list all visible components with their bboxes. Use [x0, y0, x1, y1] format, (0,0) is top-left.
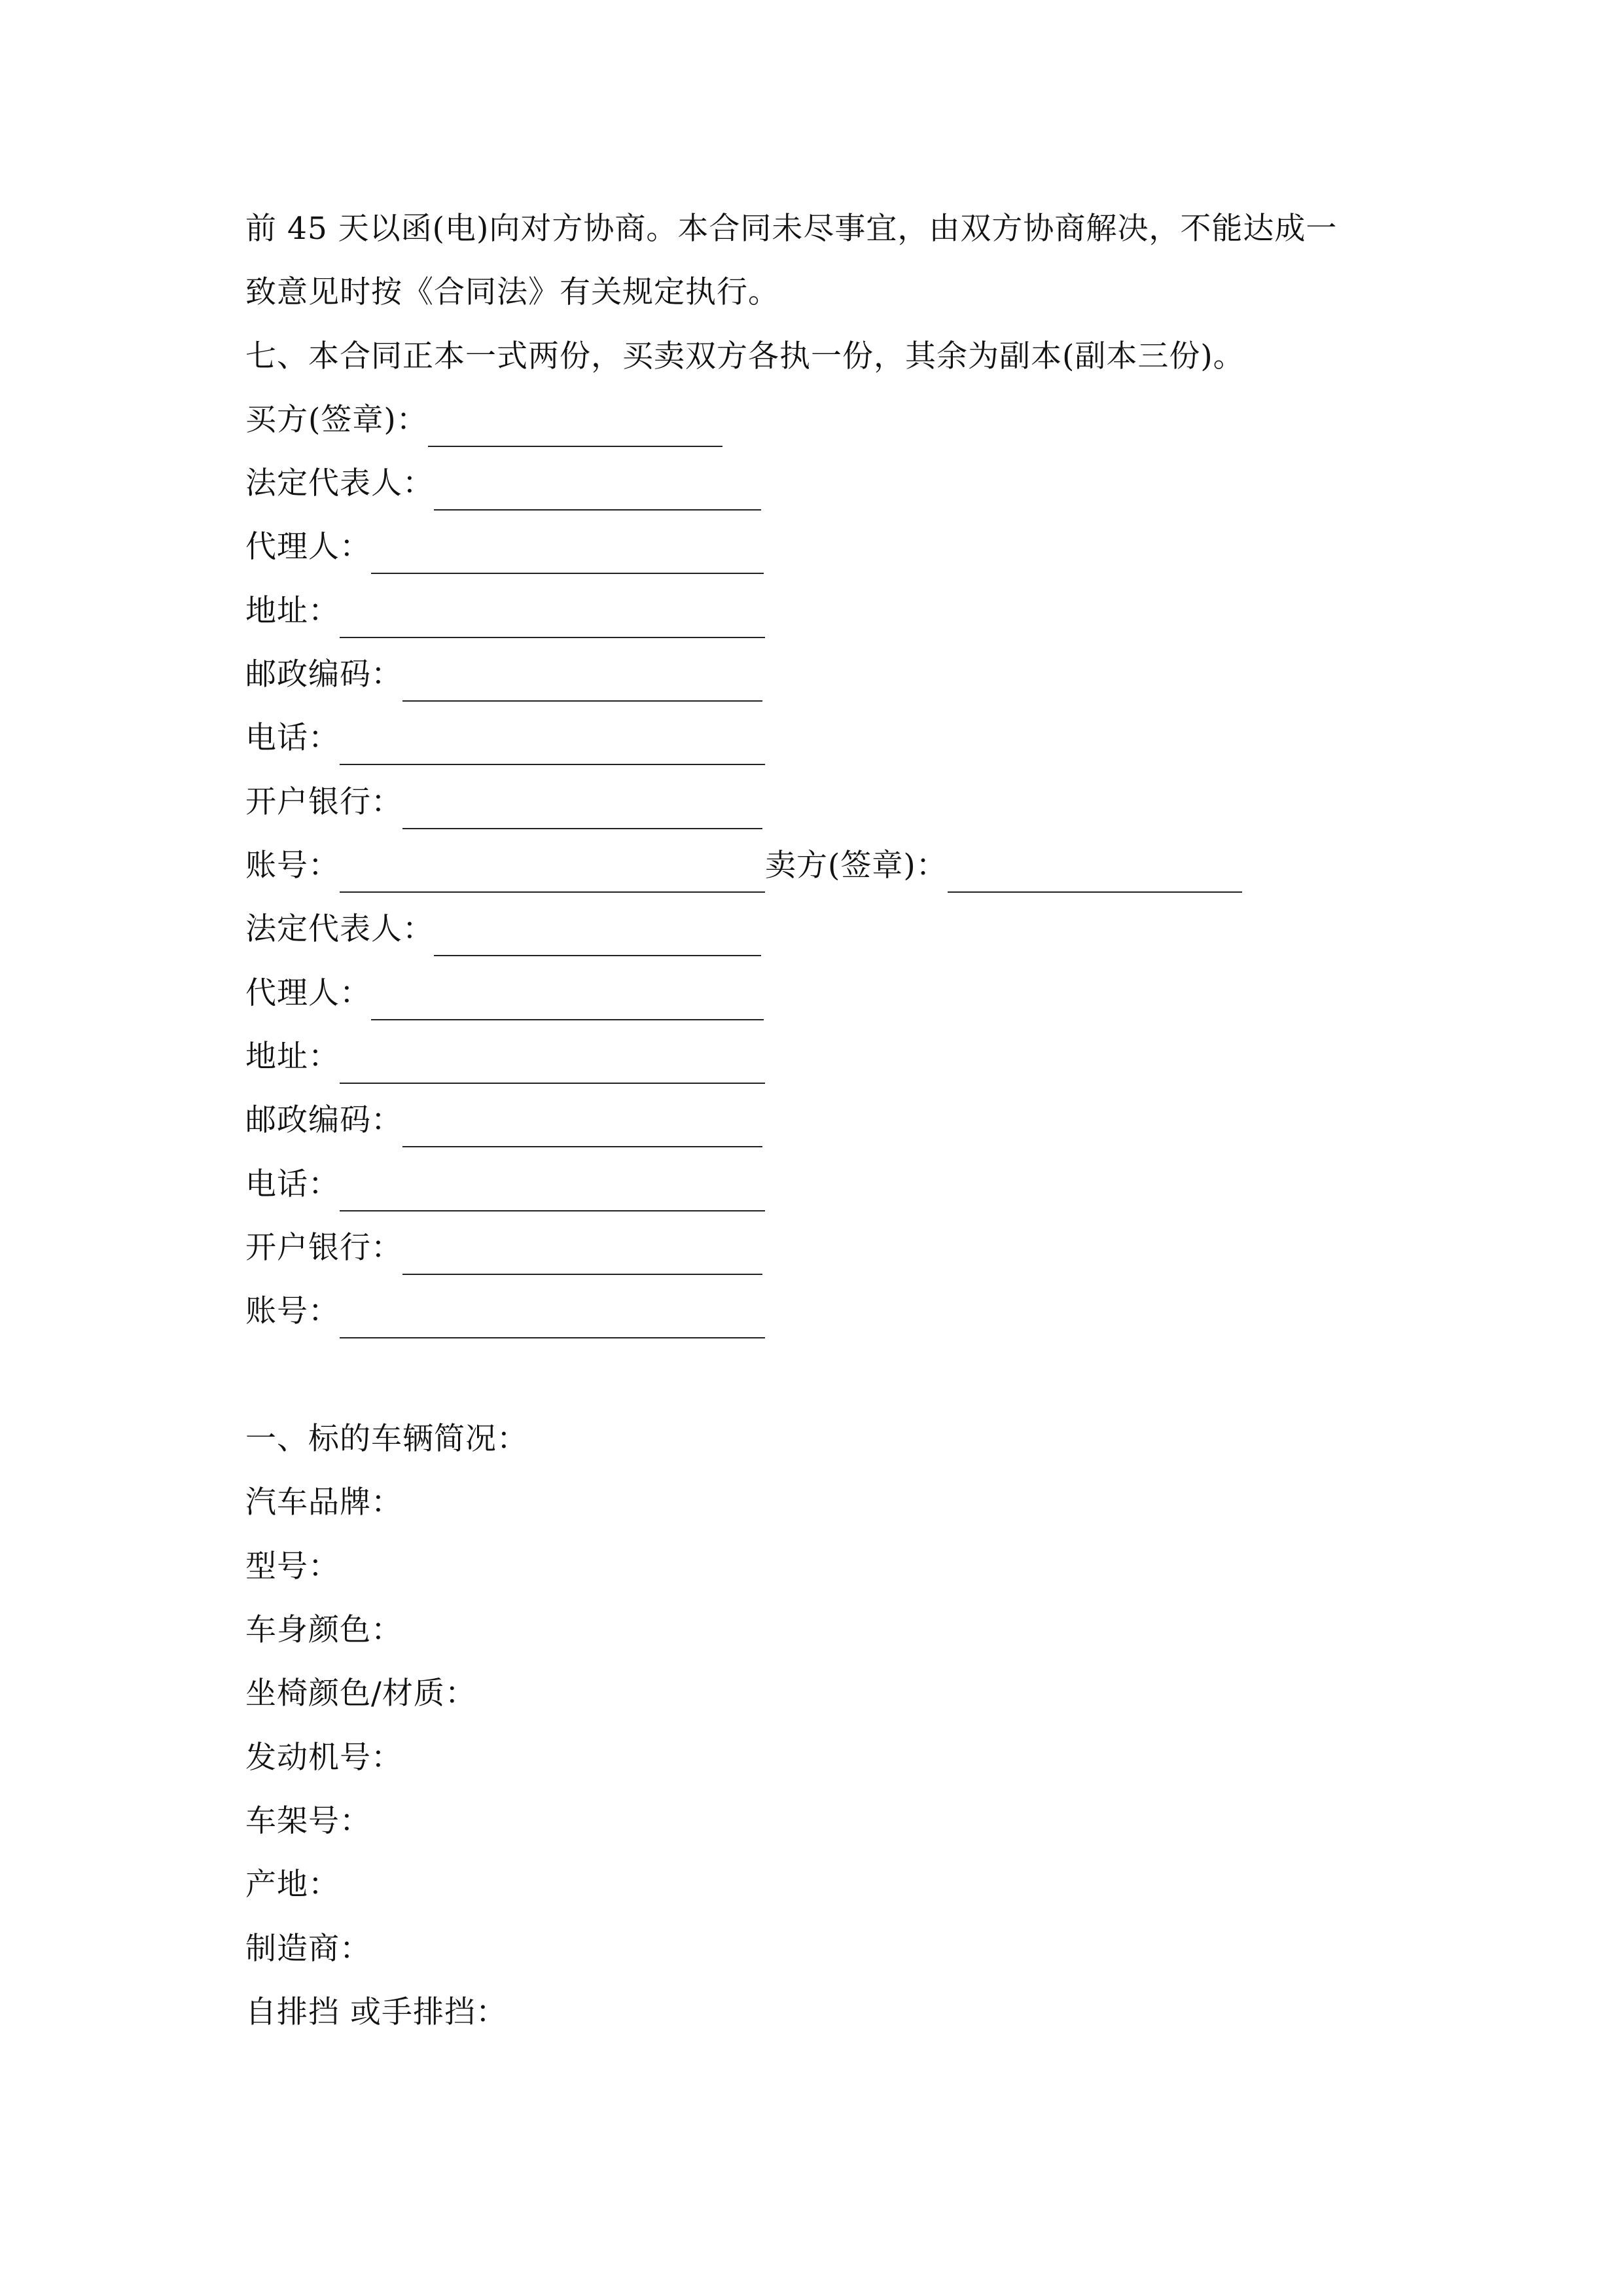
buyer-signature-label: 买方(签章)： — [245, 402, 428, 438]
buyer-postcode-row — [245, 645, 762, 704]
buyer-legal-rep-label: 法定代表人： — [245, 465, 434, 501]
buyer-signature-field[interactable] — [428, 391, 722, 447]
buyer-account-label: 账号： — [245, 848, 340, 884]
vehicle-seat-label: 坐椅颜色/材质： — [245, 1676, 476, 1712]
buyer-phone-field[interactable] — [340, 709, 765, 765]
contract-clause-seven: 七、本合同正本一式两份，买卖双方各执一份，其余为副本(副本三份)。 — [245, 338, 1245, 374]
seller-account-label: 账号： — [245, 1293, 340, 1329]
seller-account-field[interactable] — [340, 1282, 765, 1338]
buyer-postcode-label: 邮政编码： — [245, 656, 402, 692]
seller-legal-rep-row — [245, 900, 761, 959]
seller-agent-row — [245, 964, 764, 1023]
vehicle-brand-label: 汽车品牌： — [245, 1484, 402, 1520]
seller-postcode-label: 邮政编码： — [245, 1102, 402, 1138]
buyer-postcode-field[interactable] — [402, 645, 762, 702]
buyer-legal-rep-field[interactable] — [434, 454, 761, 511]
buyer-legal-rep-row — [245, 454, 761, 513]
buyer-account-seller-signature-row — [245, 836, 1242, 895]
seller-address-row — [245, 1028, 765, 1086]
seller-postcode-field[interactable] — [402, 1091, 762, 1147]
seller-postcode-row — [245, 1091, 762, 1150]
seller-phone-field[interactable] — [340, 1155, 765, 1211]
vehicle-frame-label: 车架号： — [245, 1803, 371, 1839]
buyer-phone-row — [245, 709, 765, 768]
vehicle-manufacturer-label: 制造商： — [245, 1931, 371, 1967]
buyer-address-row — [245, 582, 765, 641]
buyer-address-field[interactable] — [340, 582, 765, 638]
buyer-bank-row — [245, 773, 762, 832]
seller-phone-row — [245, 1155, 765, 1214]
buyer-agent-field[interactable] — [371, 518, 764, 574]
seller-agent-field[interactable] — [371, 964, 764, 1020]
seller-phone-label: 电话： — [245, 1166, 340, 1202]
buyer-address-label: 地址： — [245, 593, 340, 629]
buyer-phone-label: 电话： — [245, 720, 340, 756]
seller-address-label: 地址： — [245, 1039, 340, 1075]
buyer-bank-label: 开户银行： — [245, 784, 402, 820]
seller-address-field[interactable] — [340, 1028, 765, 1084]
seller-bank-field[interactable] — [402, 1219, 762, 1275]
seller-legal-rep-field[interactable] — [434, 900, 761, 956]
buyer-agent-row — [245, 518, 764, 577]
seller-bank-row — [245, 1219, 762, 1278]
vehicle-transmission-label: 自排挡 或手排挡： — [245, 1994, 507, 2030]
vehicle-engine-label: 发动机号： — [245, 1740, 402, 1776]
vehicle-body-color-label: 车身颜色： — [245, 1612, 402, 1648]
vehicle-section-title: 一、标的车辆简况： — [245, 1421, 528, 1457]
vehicle-origin-label: 产地： — [245, 1867, 340, 1903]
seller-account-row — [245, 1282, 765, 1341]
seller-signature-field[interactable] — [948, 836, 1242, 893]
contract-text-line-1: 前 45 天以函(电)向对方协商。本合同未尽事宜，由双方协商解决，不能达成一 — [245, 211, 1338, 247]
buyer-agent-label: 代理人： — [245, 529, 371, 565]
vehicle-model-label: 型号： — [245, 1549, 340, 1585]
contract-text-line-2: 致意见时按《合同法》有关规定执行。 — [245, 274, 779, 310]
seller-legal-rep-label: 法定代表人： — [245, 911, 434, 947]
buyer-signature-row — [245, 391, 722, 450]
seller-bank-label: 开户银行： — [245, 1230, 402, 1266]
seller-agent-label: 代理人： — [245, 975, 371, 1011]
buyer-account-field[interactable] — [340, 836, 765, 893]
seller-signature-label: 卖方(签章)： — [765, 848, 948, 884]
buyer-bank-field[interactable] — [402, 773, 762, 829]
